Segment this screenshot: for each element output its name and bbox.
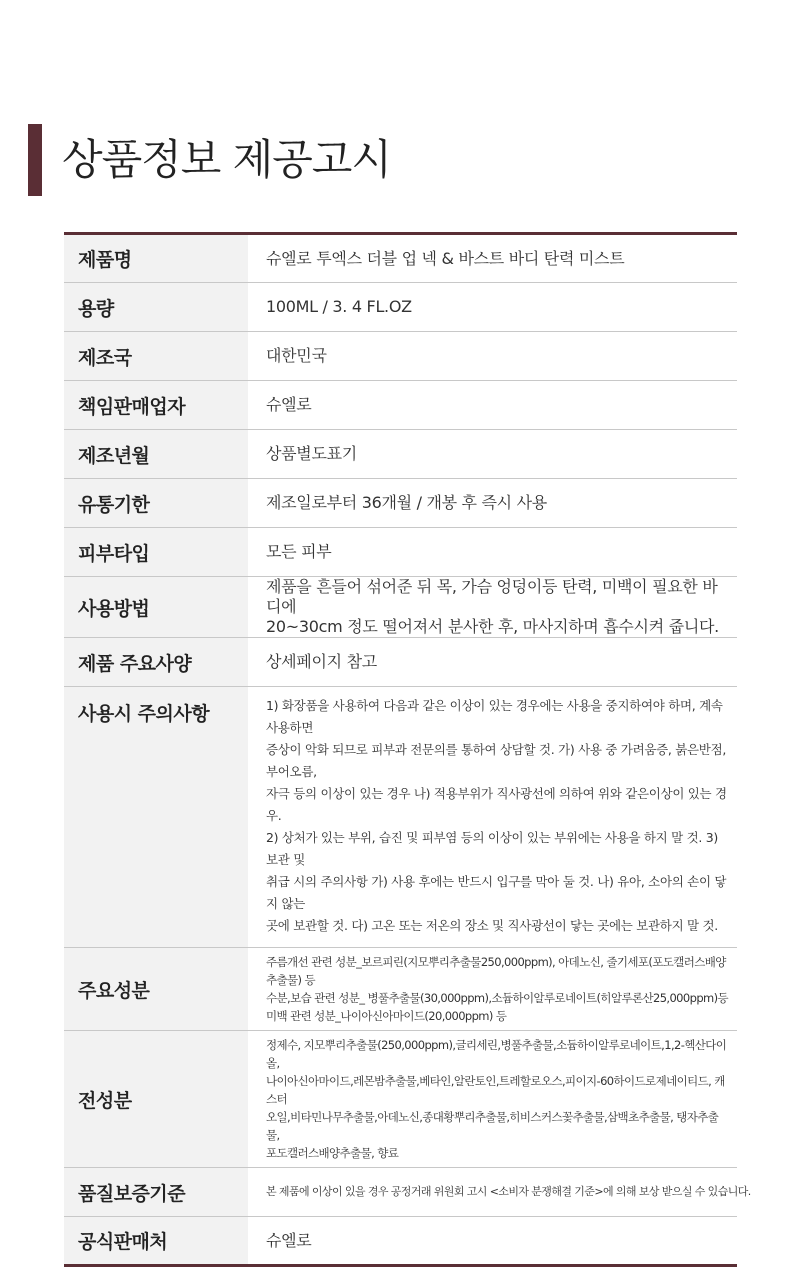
table-row xyxy=(64,1217,737,1266)
table-row xyxy=(64,948,737,1031)
usage-line: 제품을 흔들어 섞어준 뒤 목, 가슴 엉덩이등 탄력, 미백이 필요한 바디에 xyxy=(266,577,718,616)
title-accent-bar xyxy=(28,124,42,196)
row-value-official-seller: 슈엘로 xyxy=(266,1230,312,1250)
product-info-table xyxy=(64,232,751,1267)
table-row xyxy=(64,283,737,332)
row-label-distributor: 책임판매업자 xyxy=(64,381,248,430)
table-row xyxy=(64,1031,737,1168)
row-value-skin-type: 모든 피부 xyxy=(248,528,737,577)
row-value-distributor: 슈엘로 xyxy=(248,381,737,430)
row-value-key-ingredients xyxy=(248,948,737,1031)
table-row xyxy=(64,234,737,283)
table-row xyxy=(64,528,737,577)
row-value-usage xyxy=(248,577,737,638)
ingredient-line: 나이아신아마이드,레몬밤추출물,베타인,알란토인,트레할로오스,피이지-60하이드로제네이티드, 캐스터 xyxy=(266,1074,725,1106)
row-label-product-name: 제품명 xyxy=(64,234,248,283)
precaution-line: 자극 등의 이상이 있는 경우 나) 적용부위가 직사광선에 의하여 위와 같은이상이 있는 경우. xyxy=(266,786,727,823)
row-label-all-ingredients: 전성분 xyxy=(64,1031,248,1168)
row-value-expiry: 제조일로부터 36개월 / 개봉 후 즉시 사용 xyxy=(248,479,737,528)
ingredient-line: 수분,보습 관련 성분_ 병풀추출물(30,000ppm),소듐하이알루로네이트(히알루론산25,000ppm)등 xyxy=(266,991,729,1005)
row-label-country: 제조국 xyxy=(64,332,248,381)
ingredient-line: 미백 관련 성분_나이아신아마이드(20,000ppm) 등 xyxy=(266,1009,507,1023)
row-value-all-ingredients xyxy=(248,1031,737,1168)
row-value-precautions xyxy=(248,687,737,948)
page-title: 상품정보 제공고시 xyxy=(62,135,391,184)
precaution-line: 곳에 보관할 것. 다) 고온 또는 저온의 장소 및 직사광선이 닿는 곳에는 보관하지 말 것. xyxy=(266,918,718,933)
row-label-usage: 사용방법 xyxy=(64,577,248,638)
ingredient-line: 오일,비타민나무추출물,아데노신,종대황뿌리추출물,히비스커스꽃추출물,삼백초추출물, 탱자추출물, xyxy=(266,1110,719,1142)
row-label-expiry: 유통기한 xyxy=(64,479,248,528)
ingredient-line: 정제수, 지모뿌리추출물(250,000ppm),글리세린,병풀추출물,소듐하이알루로네이트,1,2-헥산다이올, xyxy=(266,1038,727,1070)
precaution-line: 2) 상처가 있는 부위, 습진 및 피부염 등의 이상이 있는 부위에는 사용을 하지 말 것. 3) 보관 및 xyxy=(266,830,718,867)
table-row xyxy=(64,381,737,430)
row-label-precautions: 사용시 주의사항 xyxy=(64,687,248,948)
row-value-quality-standard: 본 제품에 이상이 있을 경우 공정거래 위원회 고시 <소비자 분쟁해결 기준>에 의해 보상 받으실 수 있습니다. xyxy=(248,1168,737,1217)
row-label-main-specs: 제품 주요사양 xyxy=(64,638,248,687)
ingredient-line: 포도캘러스배양추출물, 향료 xyxy=(266,1146,399,1160)
row-value-country: 대한민국 xyxy=(248,332,737,381)
row-label-key-ingredients: 주요성분 xyxy=(64,948,248,1031)
row-label-volume: 용량 xyxy=(64,283,248,332)
row-label-quality-standard: 품질보증기준 xyxy=(64,1168,248,1217)
table-row xyxy=(64,1168,737,1217)
row-value-volume: 100ML / 3. 4 FL.OZ xyxy=(248,283,737,332)
row-label-official-seller: 공식판매처 xyxy=(64,1217,248,1266)
ingredient-line: 주름개선 관련 성분_보르피린(지모뿌리추출물250,000ppm), 아데노신, 줄기세포(포도캘러스배양추출물) 등 xyxy=(266,955,726,987)
usage-line: 20~30cm 정도 떨어져서 분사한 후, 마사지하며 흡수시켜 줍니다. xyxy=(266,617,719,636)
row-label-skin-type: 피부타입 xyxy=(64,528,248,577)
row-value-manufacture-date: 상품별도표기 xyxy=(248,430,737,479)
row-value-main-specs: 상세페이지 참고 xyxy=(248,638,737,687)
precaution-line: 1) 화장품을 사용하여 다음과 같은 이상이 있는 경우에는 사용을 중지하여야 하며, 계속 사용하면 xyxy=(266,698,723,735)
table-row xyxy=(64,430,737,479)
row-label-manufacture-date: 제조년월 xyxy=(64,430,248,479)
precaution-line: 취급 시의 주의사항 가) 사용 후에는 반드시 입구를 막아 둘 것. 나) 유아, 소아의 손이 닿지 않는 xyxy=(266,874,727,911)
table-row xyxy=(64,479,737,528)
table-row xyxy=(64,638,737,687)
table-row xyxy=(64,577,737,638)
table-row xyxy=(64,687,737,948)
row-value-product-name: 슈엘로 투엑스 더블 업 넥 & 바스트 바디 탄력 미스트 xyxy=(248,234,737,283)
precaution-line: 증상이 악화 되므로 피부과 전문의를 통하여 상담할 것. 가) 사용 중 가려움증, 붉은반점, 부어오름, xyxy=(266,742,727,779)
table-row xyxy=(64,332,737,381)
